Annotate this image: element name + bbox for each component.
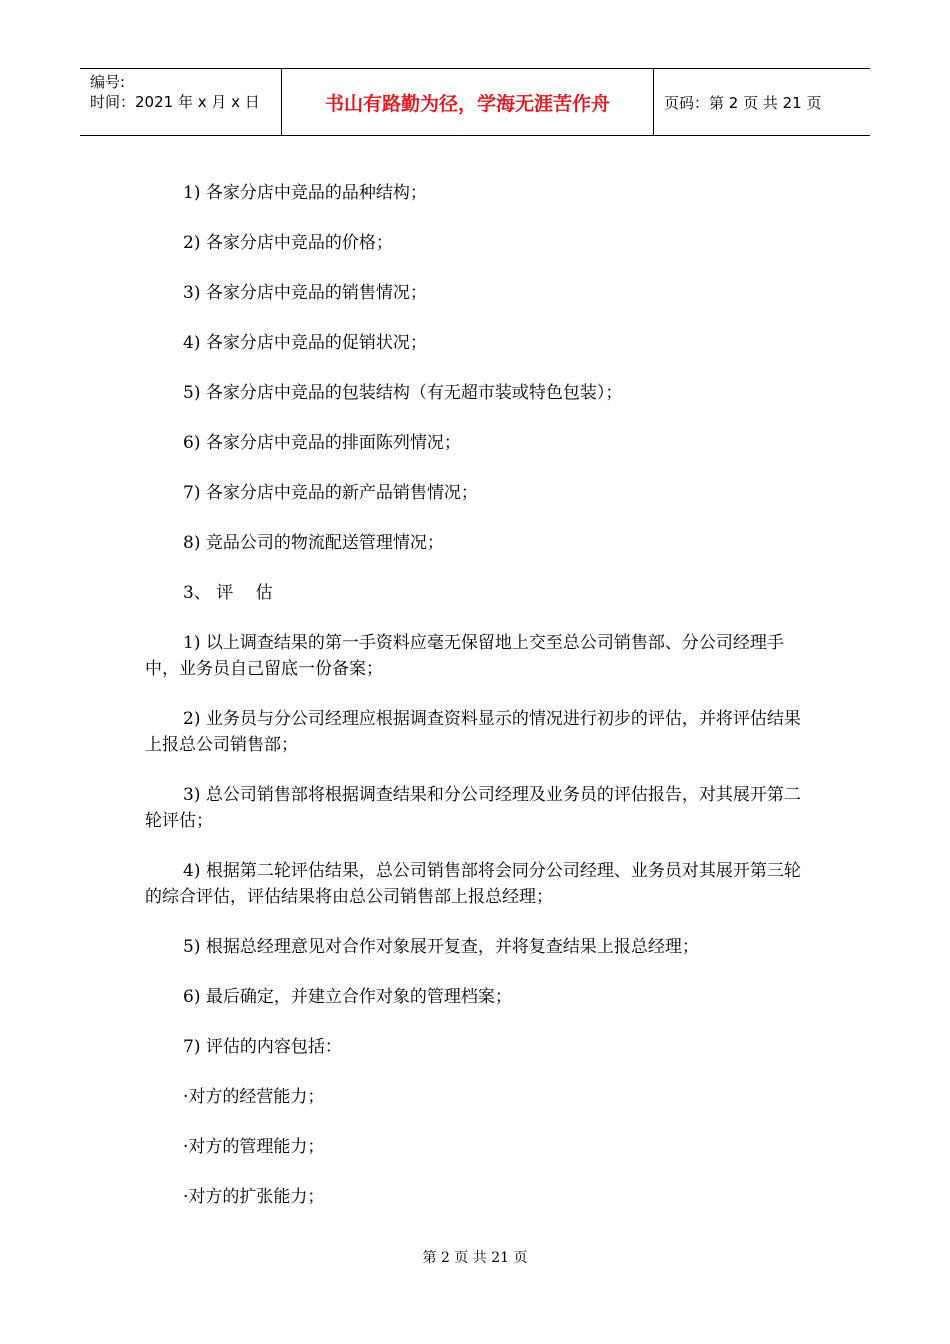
document-body bbox=[145, 180, 805, 1234]
paragraph: 2) 业务员与分公司经理应根据调查资料显示的情况进行初步的评估，并将评估结果上报总公司销售部； bbox=[145, 709, 801, 755]
bullet-item: ·对方的扩张能力； bbox=[183, 1187, 325, 1207]
page-header bbox=[80, 68, 870, 136]
bullet-item: ·对方的经营能力； bbox=[183, 1087, 325, 1107]
paragraph: 4) 各家分店中竞品的促销状况； bbox=[183, 333, 427, 353]
paragraph: 3) 各家分店中竞品的销售情况； bbox=[183, 283, 427, 303]
document-number-label: 编号: bbox=[90, 73, 126, 91]
bullet-item: ·对方的管理能力； bbox=[183, 1137, 325, 1157]
paragraph: 5) 根据总经理意见对合作对象展开复查，并将复查结果上报总经理； bbox=[183, 937, 699, 957]
section-heading: 3、 评 估 bbox=[183, 583, 273, 603]
paragraph: 6) 最后确定，并建立合作对象的管理档案； bbox=[183, 987, 512, 1007]
header-page-number: 页码：第 2 页 共 21 页 bbox=[664, 93, 822, 112]
paragraph: 1) 各家分店中竞品的品种结构； bbox=[183, 183, 427, 203]
paragraph: 2) 各家分店中竞品的价格； bbox=[183, 233, 393, 253]
document-time-label: 时间：2021 年 x 月 x 日 bbox=[90, 93, 260, 111]
page-footer: 第 2 页 共 21 页 bbox=[422, 1250, 528, 1266]
paragraph: 4) 根据第二轮评估结果，总公司销售部将会同分公司经理、业务员对其展开第三轮的综合评估，评估结果将由总公司销售部上报总经理； bbox=[145, 861, 801, 907]
paragraph: 7) 各家分店中竞品的新产品销售情况； bbox=[183, 483, 478, 503]
header-motto: 书山有路勤为径，学海无涯苦作舟 bbox=[282, 69, 654, 135]
header-meta bbox=[80, 69, 282, 135]
paragraph: 5) 各家分店中竞品的包装结构（有无超市装或特色包装）； bbox=[183, 383, 623, 403]
paragraph: 1) 以上调查结果的第一手资料应毫无保留地上交至总公司销售部、分公司经理手中，业务员自己留底一份备案； bbox=[145, 633, 784, 679]
paragraph: 3) 总公司销售部将根据调查结果和分公司经理及业务员的评估报告，对其展开第二轮评估； bbox=[145, 785, 801, 831]
paragraph: 6) 各家分店中竞品的排面陈列情况； bbox=[183, 433, 461, 453]
paragraph: 8) 竞品公司的物流配送管理情况； bbox=[183, 533, 444, 553]
paragraph: 7) 评估的内容包括： bbox=[183, 1037, 342, 1057]
